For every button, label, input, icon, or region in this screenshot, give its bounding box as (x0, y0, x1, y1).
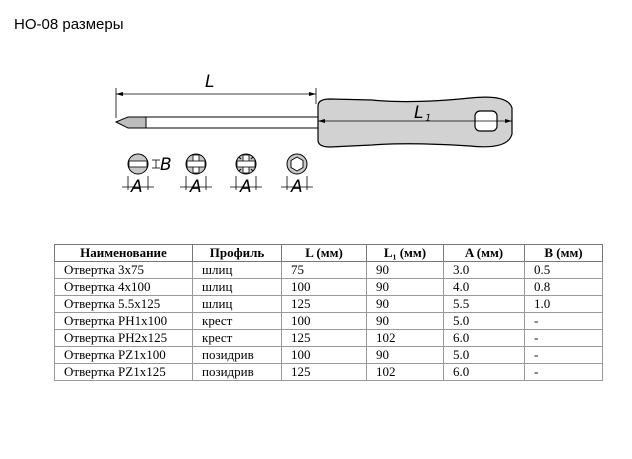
table-cell: 90 (367, 296, 444, 313)
table-row (55, 313, 603, 330)
arrow-head (116, 92, 123, 96)
table-cell: 90 (367, 279, 444, 296)
table-cell: Отвертка 5.5x125 (55, 296, 193, 313)
table-cell: 100 (282, 313, 367, 330)
table-cell: 125 (282, 330, 367, 347)
table-cell: Отвертка 4x100 (55, 279, 193, 296)
table-cell: 75 (282, 262, 367, 279)
table-cell: 5.0 (444, 347, 525, 364)
table-cell: - (525, 313, 603, 330)
screwdriver-shaft (146, 117, 318, 128)
table-cell: Отвертка PH2x125 (55, 330, 193, 347)
table-row (55, 262, 603, 279)
label-a: A (240, 177, 252, 197)
table-cell: 100 (282, 347, 367, 364)
table-cell: 6.0 (444, 330, 525, 347)
label-a: A (131, 177, 143, 197)
label-l1: L (414, 103, 424, 123)
table-cell: 6.0 (444, 364, 525, 381)
column-header: Наименование (55, 245, 193, 262)
table-cell: 1.0 (525, 296, 603, 313)
table-cell: 0.5 (525, 262, 603, 279)
specs-table (54, 244, 603, 381)
table-cell: шлиц (193, 296, 282, 313)
column-header: A (мм) (444, 245, 525, 262)
table-cell: 90 (367, 262, 444, 279)
table-cell: 102 (367, 330, 444, 347)
page-title: НО-08 размеры (14, 16, 124, 33)
table-row (55, 364, 603, 381)
column-header: L (мм) (282, 245, 367, 262)
table-cell: 3.0 (444, 262, 525, 279)
table-row (55, 279, 603, 296)
table-cell: 0.8 (525, 279, 603, 296)
table-row (55, 296, 603, 313)
label-a: A (190, 177, 202, 197)
table-cell: 125 (282, 364, 367, 381)
label-l: L (205, 72, 215, 92)
table-cell: Отвертка PH1x100 (55, 313, 193, 330)
column-header: B (мм) (525, 245, 603, 262)
table-cell: позидрив (193, 347, 282, 364)
table-cell: - (525, 330, 603, 347)
table-cell: Отвертка PZ1x100 (55, 347, 193, 364)
label-l1-subscript: 1 (425, 113, 432, 124)
table-row (55, 330, 603, 347)
column-header: Профиль (193, 245, 282, 262)
table-cell: 5.0 (444, 313, 525, 330)
table-header-row (55, 245, 603, 262)
table-cell: 4.0 (444, 279, 525, 296)
table-cell: шлиц (193, 279, 282, 296)
table-cell: 125 (282, 296, 367, 313)
table-cell: шлиц (193, 262, 282, 279)
table-cell: крест (193, 313, 282, 330)
table-cell: - (525, 364, 603, 381)
table-cell: Отвертка PZ1x125 (55, 364, 193, 381)
table-cell: 102 (367, 364, 444, 381)
screwdriver-tip (116, 117, 146, 128)
table-cell: 5.5 (444, 296, 525, 313)
table-cell: - (525, 347, 603, 364)
table-cell: 90 (367, 347, 444, 364)
table-row (55, 347, 603, 364)
arrow-head (309, 92, 316, 96)
label-b: B (160, 155, 172, 175)
column-header: L₁ (мм) (367, 245, 444, 262)
table-cell: 90 (367, 313, 444, 330)
table-cell: Отвертка 3x75 (55, 262, 193, 279)
table-cell: крест (193, 330, 282, 347)
table-cell: позидрив (193, 364, 282, 381)
table-cell: 100 (282, 279, 367, 296)
label-a: A (291, 177, 303, 197)
